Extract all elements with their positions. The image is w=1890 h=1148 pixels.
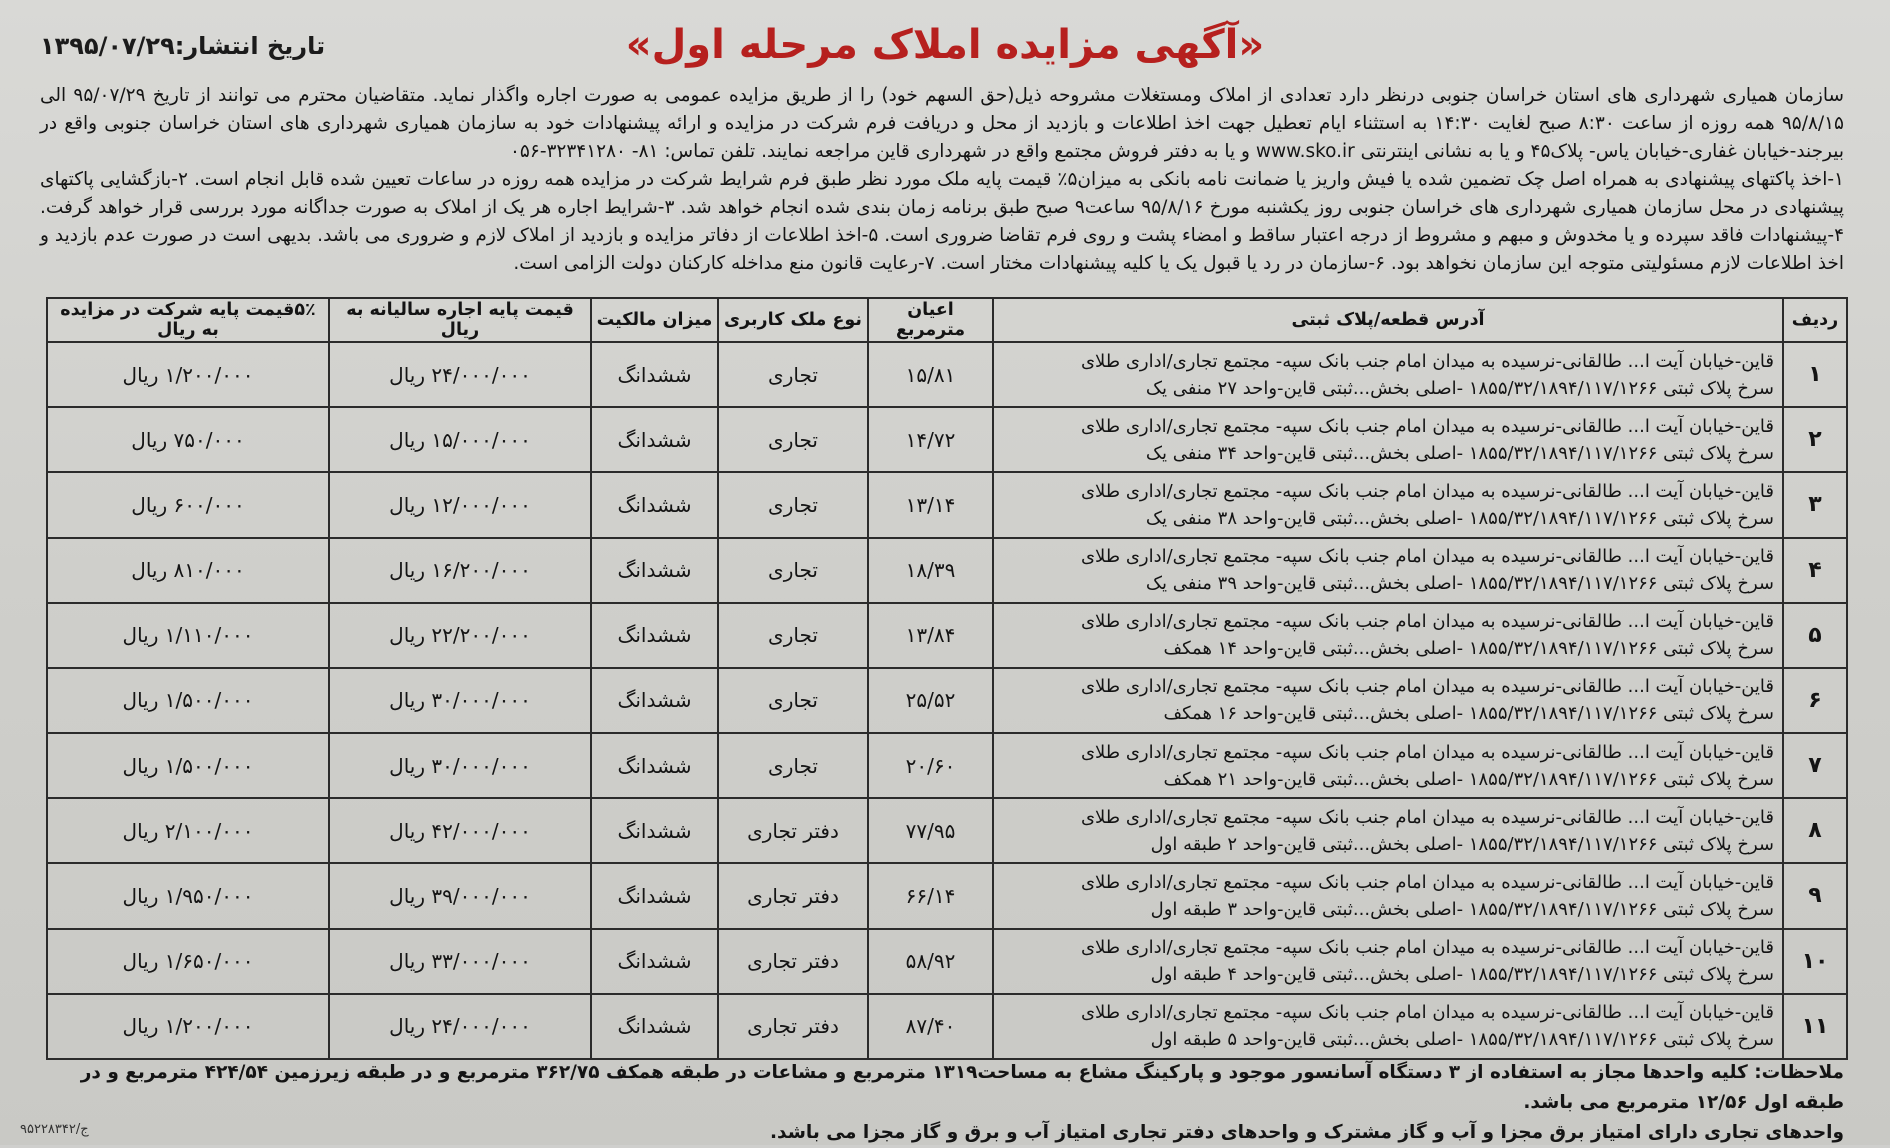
deposit-cell: ۷۵۰/۰۰۰ ریال	[47, 407, 329, 472]
header-ownership: میزان مالکیت	[591, 298, 718, 342]
ad-code: ج/۹۵۲۲۸۳۴۲	[20, 1122, 89, 1137]
header-annual-rent: قیمت پایه اجاره سالیانه به ریال	[329, 298, 591, 342]
area-cell: ۱۵/۸۱	[868, 342, 993, 407]
address-cell	[993, 863, 1783, 928]
address-line-1: قاین-خیابان آیت ا... طالقانی-نرسیده به میدان امام جنب بانک سپه- مجتمع تجاری/اداری طلای	[1080, 350, 1774, 372]
table-body	[47, 342, 1847, 1059]
address-line-1: قاین-خیابان آیت ا... طالقانی-نرسیده به میدان امام جنب بانک سپه- مجتمع تجاری/اداری طلای	[1080, 415, 1774, 437]
deposit-cell: ۱/۶۵۰/۰۰۰ ریال	[47, 929, 329, 994]
annual-rent-cell: ۲۴/۰۰۰/۰۰۰ ریال	[329, 342, 591, 407]
deposit-cell: ۸۱۰/۰۰۰ ریال	[47, 538, 329, 603]
annual-rent-cell: ۳۹/۰۰۰/۰۰۰ ریال	[329, 863, 591, 928]
row-number-cell: ۴	[1783, 538, 1847, 603]
address-line-1: قاین-خیابان آیت ا... طالقانی-نرسیده به میدان امام جنب بانک سپه- مجتمع تجاری/اداری طلای	[1080, 480, 1774, 502]
usage-cell: تجاری	[718, 733, 868, 798]
area-cell: ۲۵/۵۲	[868, 668, 993, 733]
usage-cell: دفتر تجاری	[718, 798, 868, 863]
usage-cell: تجاری	[718, 407, 868, 472]
address-cell	[993, 472, 1783, 537]
address-cell	[993, 603, 1783, 668]
header-area: اعیان مترمربع	[868, 298, 993, 342]
area-cell: ۸۷/۴۰	[868, 994, 993, 1059]
address-line-2: سرخ پلاک ثبتی ۱۸۵۵/۳۲/۱۸۹۴/۱۱۷/۱۲۶۶ -اصلی بخش...ثبتی قاین-واحد ۱۶ همکف	[1163, 703, 1774, 725]
address-line-2: سرخ پلاک ثبتی ۱۸۵۵/۳۲/۱۸۹۴/۱۱۷/۱۲۶۶ -اصلی بخش...ثبتی قاین-واحد ۳۹ منفی یک	[1145, 573, 1774, 595]
deposit-cell: ۱/۱۱۰/۰۰۰ ریال	[47, 603, 329, 668]
address-line-1: قاین-خیابان آیت ا... طالقانی-نرسیده به میدان امام جنب بانک سپه- مجتمع تجاری/اداری طلای	[1080, 937, 1774, 959]
area-cell: ۶۶/۱۴	[868, 863, 993, 928]
address-cell	[993, 994, 1783, 1059]
table-row	[47, 929, 1847, 994]
address-cell	[993, 668, 1783, 733]
address-line-2: سرخ پلاک ثبتی ۱۸۵۵/۳۲/۱۸۹۴/۱۱۷/۱۲۶۶ -اصلی بخش...ثبتی قاین-واحد ۲۷ منفی یک	[1145, 377, 1774, 399]
row-number-cell: ۱	[1783, 342, 1847, 407]
annual-rent-cell: ۲۴/۰۰۰/۰۰۰ ریال	[329, 994, 591, 1059]
table-row	[47, 472, 1847, 537]
deposit-cell: ۱/۲۰۰/۰۰۰ ریال	[47, 342, 329, 407]
annual-rent-cell: ۳۰/۰۰۰/۰۰۰ ریال	[329, 668, 591, 733]
deposit-cell: ۶۰۰/۰۰۰ ریال	[47, 472, 329, 537]
publication-date: تاریخ انتشار:۱۳۹۵/۰۷/۲۹	[40, 32, 326, 60]
address-line-2: سرخ پلاک ثبتی ۱۸۵۵/۳۲/۱۸۹۴/۱۱۷/۱۲۶۶ -اصلی بخش...ثبتی قاین-واحد ۵ طبقه اول	[1150, 1029, 1774, 1051]
annual-rent-cell: ۴۲/۰۰۰/۰۰۰ ریال	[329, 798, 591, 863]
address-cell	[993, 538, 1783, 603]
annual-rent-cell: ۱۶/۲۰۰/۰۰۰ ریال	[329, 538, 591, 603]
annual-rent-cell: ۱۵/۰۰۰/۰۰۰ ریال	[329, 407, 591, 472]
annual-rent-cell: ۳۰/۰۰۰/۰۰۰ ریال	[329, 733, 591, 798]
header-row-number: ردیف	[1783, 298, 1847, 342]
intro-text	[40, 82, 1844, 278]
row-number-cell: ۲	[1783, 407, 1847, 472]
area-cell: ۱۳/۱۴	[868, 472, 993, 537]
usage-cell: تجاری	[718, 538, 868, 603]
ownership-cell: ششدانگ	[591, 538, 718, 603]
area-cell: ۱۴/۷۲	[868, 407, 993, 472]
ownership-cell: ششدانگ	[591, 407, 718, 472]
row-number-cell: ۶	[1783, 668, 1847, 733]
header-usage: نوع ملک کاربری	[718, 298, 868, 342]
address-line-2: سرخ پلاک ثبتی ۱۸۵۵/۳۲/۱۸۹۴/۱۱۷/۱۲۶۶ -اصلی بخش...ثبتی قاین-واحد ۳ طبقه اول	[1150, 898, 1774, 920]
annual-rent-cell: ۱۲/۰۰۰/۰۰۰ ریال	[329, 472, 591, 537]
address-cell	[993, 929, 1783, 994]
notes	[40, 1058, 1844, 1148]
usage-cell: تجاری	[718, 342, 868, 407]
table-row	[47, 668, 1847, 733]
notes-line-2: واحدهای تجاری دارای امتیاز برق مجزا و آب و گاز مشترک و واحدهای دفتر تجاری امتیاز آب و برق و گاز مجزا می باشد.	[769, 1122, 1844, 1143]
address-line-2: سرخ پلاک ثبتی ۱۸۵۵/۳۲/۱۸۹۴/۱۱۷/۱۲۶۶ -اصلی بخش...ثبتی قاین-واحد ۳۸ منفی یک	[1145, 507, 1774, 529]
area-cell: ۱۳/۸۴	[868, 603, 993, 668]
row-number-cell: ۷	[1783, 733, 1847, 798]
table-row	[47, 863, 1847, 928]
ownership-cell: ششدانگ	[591, 472, 718, 537]
table-row	[47, 407, 1847, 472]
deposit-cell: ۲/۱۰۰/۰۰۰ ریال	[47, 798, 329, 863]
deposit-cell: ۱/۹۵۰/۰۰۰ ریال	[47, 863, 329, 928]
row-number-cell: ۹	[1783, 863, 1847, 928]
deposit-cell: ۱/۲۰۰/۰۰۰ ریال	[47, 994, 329, 1059]
header-address: آدرس قطعه/پلاک ثبتی	[993, 298, 1783, 342]
address-line-1: قاین-خیابان آیت ا... طالقانی-نرسیده به میدان امام جنب بانک سپه- مجتمع تجاری/اداری طلای	[1080, 741, 1774, 763]
ownership-cell: ششدانگ	[591, 603, 718, 668]
address-line-2: سرخ پلاک ثبتی ۱۸۵۵/۳۲/۱۸۹۴/۱۱۷/۱۲۶۶ -اصلی بخش...ثبتی قاین-واحد ۴ طبقه اول	[1150, 964, 1774, 986]
deposit-cell: ۱/۵۰۰/۰۰۰ ریال	[47, 733, 329, 798]
address-line-1: قاین-خیابان آیت ا... طالقانی-نرسیده به میدان امام جنب بانک سپه- مجتمع تجاری/اداری طلای	[1080, 676, 1774, 698]
annual-rent-cell: ۳۳/۰۰۰/۰۰۰ ریال	[329, 929, 591, 994]
usage-cell: دفتر تجاری	[718, 863, 868, 928]
address-cell	[993, 342, 1783, 407]
notes-line-1: ملاحظات: کلیه واحدها مجاز به استفاده از ۳ دستگاه آسانسور موجود و پارکینگ مشاع به مساحت۱۳۱۹ مترمربع و مشاعات در طبقه همکف ۳۶۲/۷۵ مترمربع و در طبقه زیرزمین ۴۲۴/۵۴ مترمربع و در طبقه اول ۱۲/۵۶ مترمربع می باشد.	[80, 1062, 1844, 1113]
usage-cell: تجاری	[718, 668, 868, 733]
ownership-cell: ششدانگ	[591, 733, 718, 798]
address-line-2: سرخ پلاک ثبتی ۱۸۵۵/۳۲/۱۸۹۴/۱۱۷/۱۲۶۶ -اصلی بخش...ثبتی قاین-واحد ۳۴ منفی یک	[1145, 442, 1774, 464]
address-line-1: قاین-خیابان آیت ا... طالقانی-نرسیده به میدان امام جنب بانک سپه- مجتمع تجاری/اداری طلای	[1080, 871, 1774, 893]
table-row	[47, 994, 1847, 1059]
usage-cell: تجاری	[718, 603, 868, 668]
ownership-cell: ششدانگ	[591, 863, 718, 928]
ad-header	[40, 22, 1850, 82]
usage-cell: تجاری	[718, 472, 868, 537]
intro-paragraph-2: ۱-اخذ پاکتهای پیشنهادی به همراه اصل چک تضمین شده یا فیش واریز یا ضمانت نامه بانکی به میزان۵٪ قیمت پایه ملک مورد نظر طبق فرم شرایط شرکت در مزایده همه روزه در ساعات تعیین شده قابل انجام است. ۲-بازگشایی پاکتهای پیشنهادی در محل سازمان همیاری شهرداری های خراسان جنوبی روز یکشنبه مورخ ۹۵/۸/۱۶ ساعت۹ صبح طبق برنامه زمان بندی شده انجام خواهد شد. ۳-شرایط اجاره هر یک از املاک به صورت جداگانه مورد بررسی قرار خواهد گرفت. ۴-پیشنهادات فاقد سپرده و یا مخدوش و مبهم و مشروط از درجه اعتبار ساقط و امضاء پشت و روی فرم تقاضا ضروری است. ۵-اخذ اطلاعات از دفاتر مزایده و بازدید از املاک لازم و ضروری می باشد. بدیهی است در صورت عدم بازدید و اخذ اطلاعات لازم مسئولیتی متوجه این سازمان نخواهد بود. ۶-سازمان در رد یا قبول یک یا کلیه پیشنهادات مختار است. ۷-رعایت قانون منع مداخله کارکنان دولت الزامی است.	[40, 169, 1844, 274]
header-deposit: ۵٪قیمت پایه شرکت در مزایده به ریال	[47, 298, 329, 342]
deposit-cell: ۱/۵۰۰/۰۰۰ ریال	[47, 668, 329, 733]
table-row	[47, 798, 1847, 863]
table-row	[47, 603, 1847, 668]
table-row	[47, 342, 1847, 407]
ownership-cell: ششدانگ	[591, 798, 718, 863]
ownership-cell: ششدانگ	[591, 342, 718, 407]
property-table	[46, 297, 1848, 1060]
ownership-cell: ششدانگ	[591, 994, 718, 1059]
address-cell	[993, 798, 1783, 863]
area-cell: ۲۰/۶۰	[868, 733, 993, 798]
area-cell: ۱۸/۳۹	[868, 538, 993, 603]
area-cell: ۷۷/۹۵	[868, 798, 993, 863]
address-line-1: قاین-خیابان آیت ا... طالقانی-نرسیده به میدان امام جنب بانک سپه- مجتمع تجاری/اداری طلای	[1080, 611, 1774, 633]
address-line-1: قاین-خیابان آیت ا... طالقانی-نرسیده به میدان امام جنب بانک سپه- مجتمع تجاری/اداری طلای	[1080, 1002, 1774, 1024]
address-line-2: سرخ پلاک ثبتی ۱۸۵۵/۳۲/۱۸۹۴/۱۱۷/۱۲۶۶ -اصلی بخش...ثبتی قاین-واحد ۲۱ همکف	[1163, 768, 1774, 790]
row-number-cell: ۸	[1783, 798, 1847, 863]
annual-rent-cell: ۲۲/۲۰۰/۰۰۰ ریال	[329, 603, 591, 668]
row-number-cell: ۱۰	[1783, 929, 1847, 994]
ownership-cell: ششدانگ	[591, 929, 718, 994]
table-row	[47, 538, 1847, 603]
address-cell	[993, 407, 1783, 472]
usage-cell: دفتر تجاری	[718, 994, 868, 1059]
table-row	[47, 733, 1847, 798]
table-header	[47, 298, 1847, 342]
address-line-1: قاین-خیابان آیت ا... طالقانی-نرسیده به میدان امام جنب بانک سپه- مجتمع تجاری/اداری طلای	[1080, 806, 1774, 828]
address-line-2: سرخ پلاک ثبتی ۱۸۵۵/۳۲/۱۸۹۴/۱۱۷/۱۲۶۶ -اصلی بخش...ثبتی قاین-واحد ۲ طبقه اول	[1150, 833, 1774, 855]
ownership-cell: ششدانگ	[591, 668, 718, 733]
area-cell: ۵۸/۹۲	[868, 929, 993, 994]
address-line-2: سرخ پلاک ثبتی ۱۸۵۵/۳۲/۱۸۹۴/۱۱۷/۱۲۶۶ -اصلی بخش...ثبتی قاین-واحد ۱۴ همکف	[1163, 638, 1774, 660]
address-line-1: قاین-خیابان آیت ا... طالقانی-نرسیده به میدان امام جنب بانک سپه- مجتمع تجاری/اداری طلای	[1080, 546, 1774, 568]
row-number-cell: ۵	[1783, 603, 1847, 668]
address-cell	[993, 733, 1783, 798]
ad-title: «آگهی مزایده املاک مرحله اول»	[625, 22, 1265, 68]
usage-cell: دفتر تجاری	[718, 929, 868, 994]
intro-paragraph-1: سازمان همیاری شهرداری های استان خراسان جنوبی درنظر دارد تعدادی از املاک ومستغلات مشروحه ذیل(حق السهم خود) را از طریق مزایده عمومی به صورت اجاره واگذار نماید. متقاضیان محترم می توانند از تاریخ ۹۵/۰۷/۲۹ الی ۹۵/۸/۱۵ همه روزه از ساعت ۸:۳۰ صبح لغایت ۱۴:۳۰ به استثناء ایام تعطیل جهت اخذ اطلاعات و بازدید از محل و دریافت فرم شرکت در مزایده و ارائه پیشنهادات خود به سازمان همیاری شهرداری های استان خراسان جنوبی واقع در بیرجند-خیابان غفاری-خیابان یاس- پلاک۴۵ و یا به نشانی اینترنتی www.sko.ir و یا به دفتر فروش مجتمع واقع در شهرداری قاین مراجعه نمایند. تلفن تماس: ۸۱- ۳۲۳۴۱۲۸۰-۰۵۶	[40, 85, 1844, 162]
row-number-cell: ۱۱	[1783, 994, 1847, 1059]
row-number-cell: ۳	[1783, 472, 1847, 537]
